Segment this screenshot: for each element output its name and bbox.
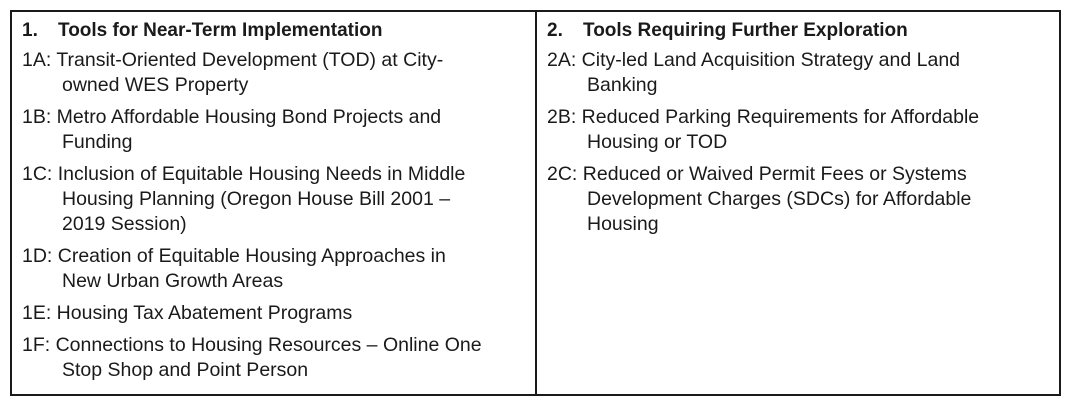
list-item-line: 1B: Metro Affordable Housing Bond Projects and xyxy=(22,106,442,128)
header-title: Tools Requiring Further Exploration xyxy=(583,20,908,41)
list-item-line: Housing or TOD xyxy=(587,131,728,153)
further-exploration-header xyxy=(547,20,1049,42)
list-item-line: 1E: Housing Tax Abatement Programs xyxy=(22,302,353,324)
list-item xyxy=(22,244,525,294)
list-item-line: owned WES Property xyxy=(62,74,249,96)
list-item-line: Banking xyxy=(587,74,658,96)
list-item xyxy=(547,105,1049,155)
list-item-line: 2019 Session) xyxy=(62,213,187,235)
tools-table xyxy=(10,10,1061,396)
list-item xyxy=(22,162,525,237)
near-term-list xyxy=(22,48,525,383)
header-number: 1. xyxy=(22,20,38,41)
list-item-line: 2B: Reduced Parking Requirements for Affordable xyxy=(547,106,980,128)
list-item-line: Housing Planning (Oregon House Bill 2001 – xyxy=(62,188,451,210)
list-item-line: 1D: Creation of Equitable Housing Approaches in xyxy=(22,245,446,267)
list-item-line: New Urban Growth Areas xyxy=(62,270,284,292)
list-item-line: 1F: Connections to Housing Resources – Online One xyxy=(22,334,482,356)
list-item-line: 2C: Reduced or Waived Permit Fees or Systems xyxy=(547,163,967,185)
list-item xyxy=(547,162,1049,237)
list-item-line: Stop Shop and Point Person xyxy=(62,359,309,381)
further-exploration-column xyxy=(537,12,1059,394)
list-item-line: 1C: Inclusion of Equitable Housing Needs in Middle xyxy=(22,163,466,185)
near-term-column xyxy=(12,12,537,394)
header-number: 2. xyxy=(547,20,563,41)
list-item-line: Development Charges (SDCs) for Affordable xyxy=(587,188,972,210)
list-item xyxy=(547,48,1049,98)
list-item xyxy=(22,48,525,98)
list-item-line: Housing xyxy=(587,213,659,235)
list-item xyxy=(22,105,525,155)
list-item xyxy=(22,301,525,326)
near-term-header xyxy=(22,20,525,42)
list-item-line: Funding xyxy=(62,131,133,153)
further-exploration-list xyxy=(547,48,1049,237)
header-title: Tools for Near-Term Implementation xyxy=(58,20,383,41)
list-item-line: 1A: Transit-Oriented Development (TOD) at City- xyxy=(22,49,444,71)
list-item-line: 2A: City-led Land Acquisition Strategy and Land xyxy=(547,49,961,71)
list-item xyxy=(22,333,525,383)
